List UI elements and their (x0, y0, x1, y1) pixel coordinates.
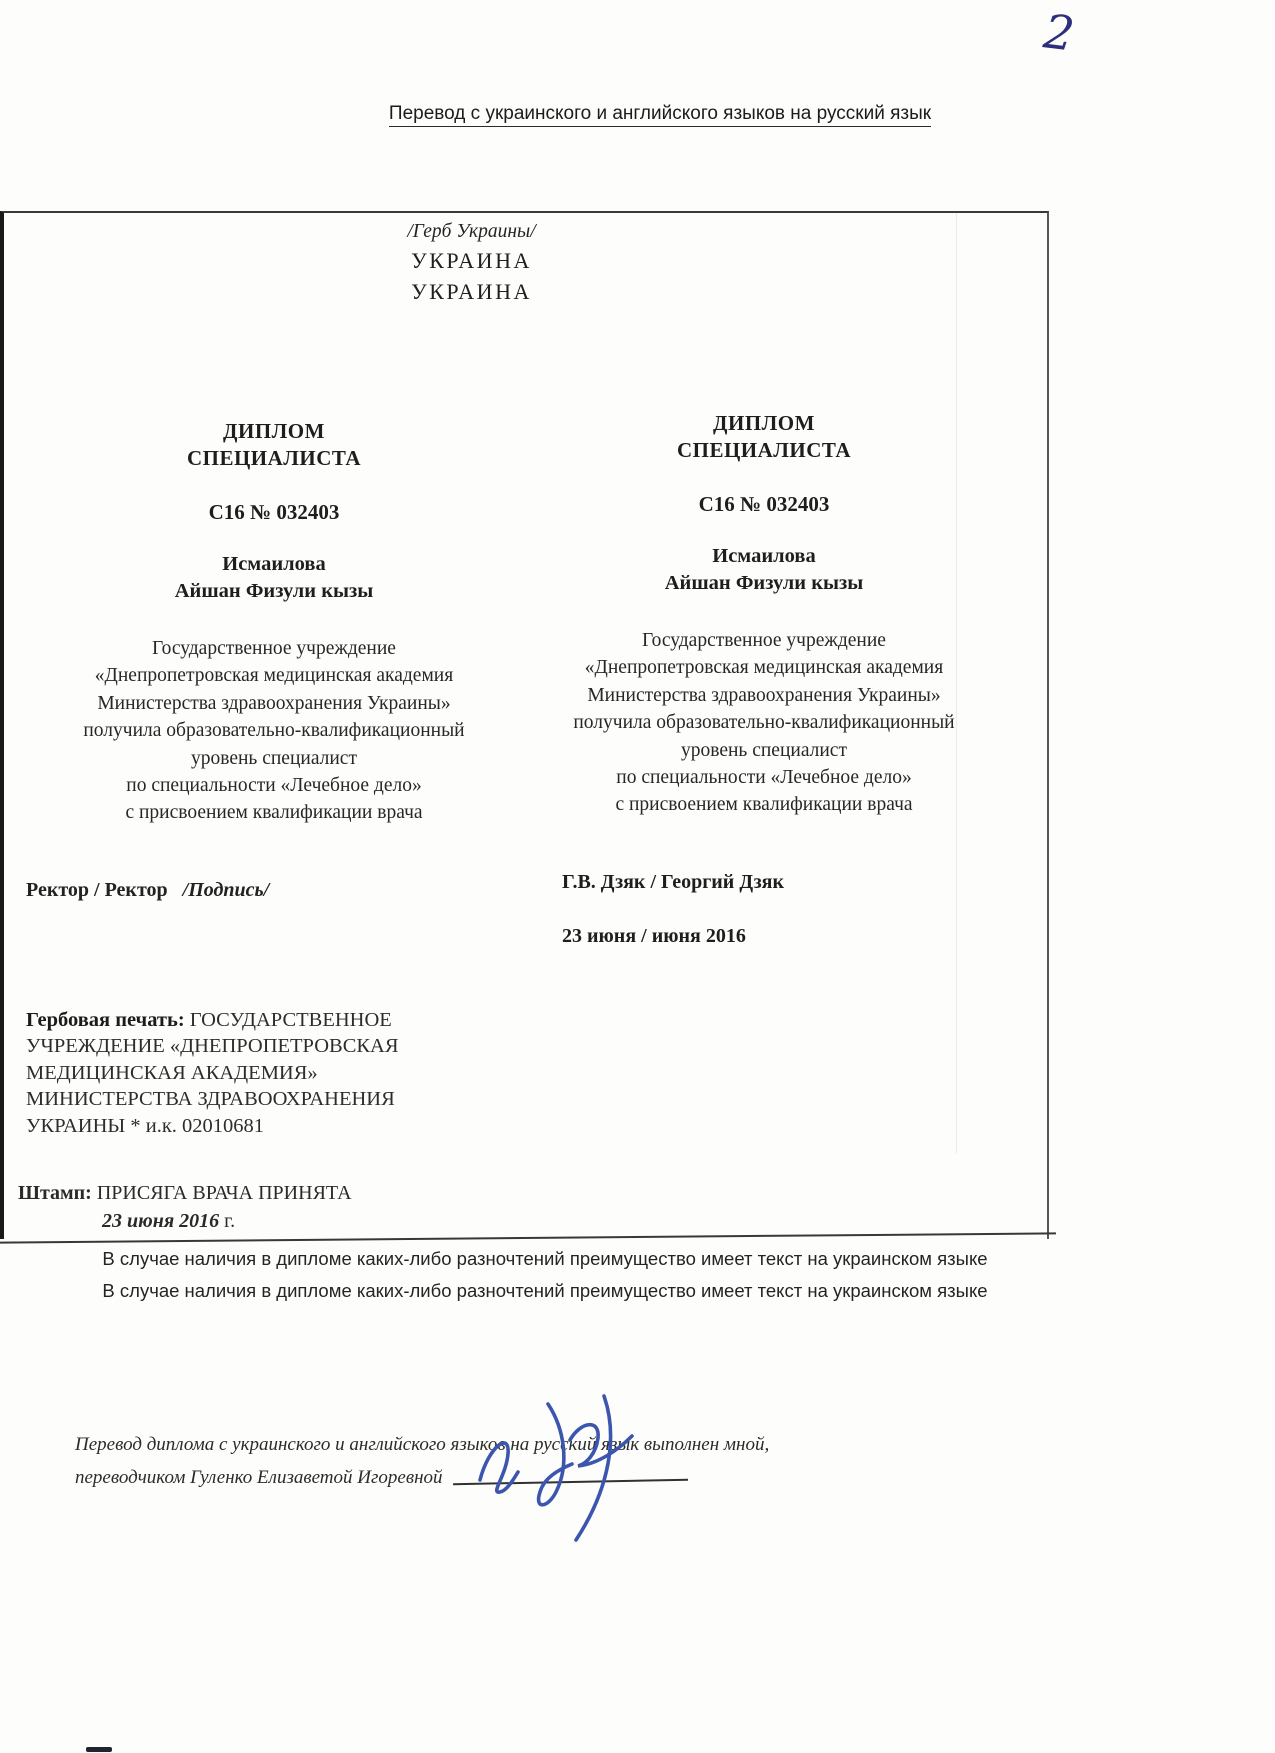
diploma-body-right (524, 627, 1004, 819)
stamp-label: Штамп: (18, 1182, 92, 1204)
body-line: «Днепропетровская медицинская академия (584, 657, 944, 679)
translation-direction-heading (45, 103, 1275, 125)
country-name-line1: УКРАИНА (411, 248, 532, 273)
diploma-body-left (39, 635, 509, 827)
emblem-block (4, 221, 939, 305)
discrepancy-notes (65, 1243, 1025, 1307)
body-line: с присвоением квалификации врача (615, 794, 913, 816)
holder-name-right (524, 543, 1004, 597)
holder-surname-left: Исмаилова (222, 553, 326, 575)
stamp-line2 (18, 1207, 352, 1235)
seal-text-line: УКРАИНЫ * и.к. 02010681 (26, 1114, 265, 1137)
country-name-line2: УКРАИНА (411, 279, 532, 304)
doc-title-left (39, 418, 509, 472)
issue-date-line: 23 июня / июня 2016 (562, 925, 746, 947)
translator-statement-line1: Перевод диплома с украинского и английского языков на русский язык выполнен мной, (75, 1434, 770, 1455)
doc-title-left-line2: СПЕЦИАЛИСТА (186, 446, 362, 470)
seal-description (26, 1007, 481, 1139)
scan-fold-line (956, 213, 957, 1153)
translator-statement-line2 (75, 1461, 975, 1494)
body-line: Министерства здравоохранения Украины» (587, 684, 941, 706)
handwritten-page-number: 2 (1040, 4, 1078, 63)
stamp-date: 23 июня 2016 (102, 1210, 220, 1232)
signature-underline (452, 1477, 687, 1486)
body-line: «Днепропетровская медицинская академия (94, 665, 454, 687)
body-line: с присвоением квалификации врача (125, 802, 423, 824)
rector-signature-line (26, 879, 269, 902)
doc-title-right (524, 410, 1004, 464)
diploma-column-left (39, 418, 509, 827)
body-line: получила образовательно-квалификационный (573, 712, 955, 734)
stamp-date-suffix: г. (224, 1210, 236, 1232)
signature-placeholder-note: /Подпись/ (182, 879, 270, 901)
emblem-note: /Герб Украины/ (407, 221, 536, 242)
translator-statement (75, 1428, 975, 1494)
doc-title-left-line1: ДИПЛОМ (223, 419, 325, 443)
scan-artifact (86, 1747, 112, 1752)
body-line: по специальности «Лечебное дело» (126, 775, 422, 797)
body-line: Министерства здравоохранения Украины» (97, 692, 451, 714)
holder-surname-right: Исмаилова (712, 545, 816, 567)
body-line: получила образовательно-квалификационный (83, 720, 465, 742)
seal-text-line: МИНИСТЕРСТВА ЗДРАВООХРАНЕНИЯ (26, 1088, 395, 1111)
holder-name-left (39, 551, 509, 605)
discrepancy-note-1: В случае наличия в дипломе каких-либо разночтений преимущество имеет текст на украинском языке (102, 1248, 988, 1269)
body-line: уровень специалист (191, 747, 357, 769)
stamp-line1 (18, 1179, 352, 1207)
seal-text-line: ГОСУДАРСТВЕННОЕ (189, 1009, 392, 1031)
diploma-column-right (524, 410, 1004, 819)
doc-title-right-line2: СПЕЦИАЛИСТА (676, 438, 852, 462)
doc-number-right: С16 № 032403 (698, 492, 830, 516)
seal-label: Гербовая печать: (26, 1009, 185, 1031)
stamp-description (18, 1179, 352, 1235)
rector-label: Ректор / Ректор (26, 879, 168, 901)
seal-text-line: МЕДИЦИНСКАЯ АКАДЕМИЯ» (26, 1061, 318, 1084)
body-line: Государственное учреждение (642, 630, 886, 651)
discrepancy-note-2: В случае наличия в дипломе каких-либо разночтений преимущество имеет текст на украинском языке (102, 1280, 988, 1301)
body-line: Государственное учреждение (152, 638, 396, 659)
stamp-text: ПРИСЯГА ВРАЧА ПРИНЯТА (96, 1182, 352, 1204)
seal-text-line: УЧРЕЖДЕНИЕ «ДНЕПРОПЕТРОВСКАЯ (26, 1035, 399, 1058)
holder-given-names-right: Айшан Физули кызы (664, 572, 864, 594)
doc-number-left: С16 № 032403 (208, 500, 340, 524)
translation-direction-text: Перевод с украинского и английского языков на русский язык (389, 103, 931, 127)
body-line: уровень специалист (681, 739, 847, 761)
body-line: по специальности «Лечебное дело» (616, 767, 912, 789)
rector-name-line: Г.В. Дзяк / Георгий Дзяк (562, 871, 784, 893)
diploma-frame (0, 211, 1049, 1239)
doc-title-right-line1: ДИПЛОМ (713, 411, 815, 435)
holder-given-names-left: Айшан Физули кызы (174, 580, 374, 602)
translator-name-text: переводчиком Гуленко Елизаветой Игоревной (75, 1467, 443, 1488)
seal-line (26, 1007, 481, 1033)
